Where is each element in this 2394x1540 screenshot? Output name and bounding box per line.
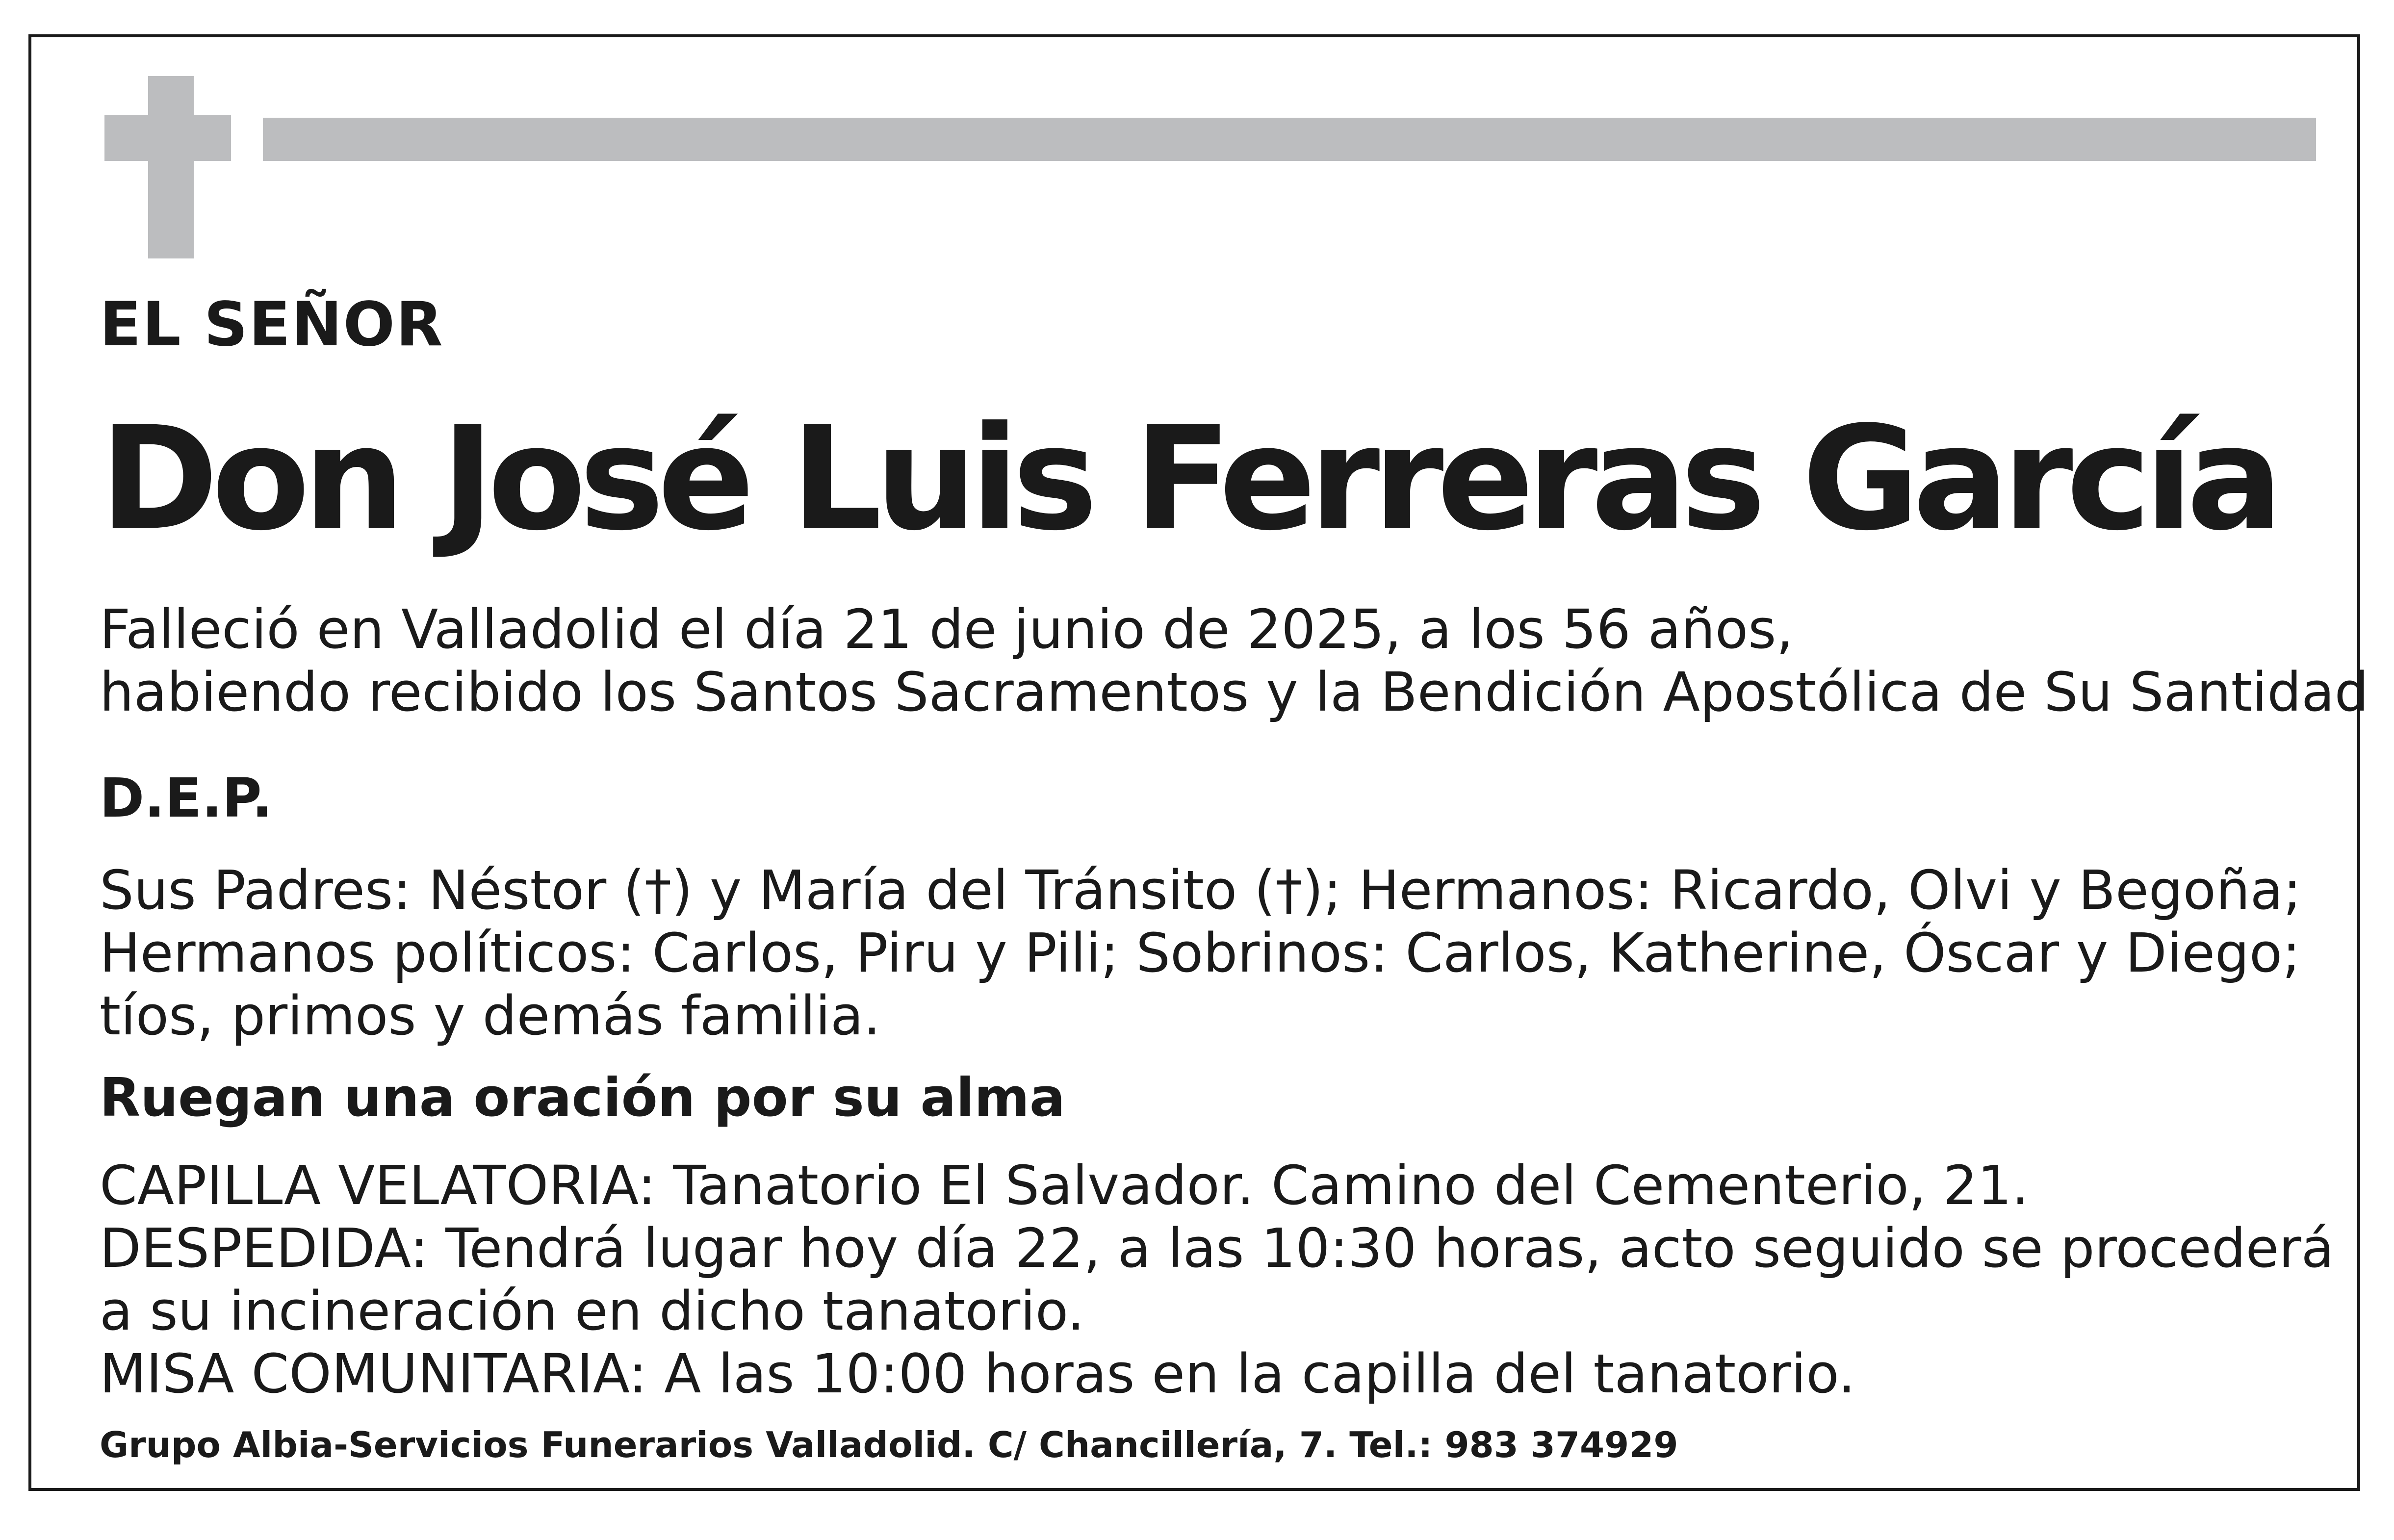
- cross-vertical-bar: [148, 76, 194, 258]
- family-line-2: Hermanos políticos: Carlos, Piru y Pili; Sobrinos: Carlos, Katherine, Óscar y Diego;: [100, 922, 2301, 984]
- arrangement-line-2: DESPEDIDA: Tendrá lugar hoy día 22, a las 10:30 horas, acto seguido se procederá: [100, 1217, 2334, 1280]
- prayer-request: Ruegan una oración por su alma: [100, 1067, 1065, 1129]
- arrangement-line-3: a su incineración en dicho tanatorio.: [100, 1280, 1085, 1342]
- arrangement-line-1: CAPILLA VELATORIA: Tanatorio El Salvador. Camino del Cementerio, 21.: [100, 1154, 2029, 1217]
- family-line-3: tíos, primos y demás familia.: [100, 984, 881, 1047]
- death-line-2: habiendo recibido los Santos Sacramentos y la Bendición Apostólica de Su Santidad: [100, 661, 2369, 723]
- arrangement-line-4: MISA COMUNITARIA: A las 10:00 horas en la capilla del tanatorio.: [100, 1342, 1855, 1405]
- funeral-home-footer: Grupo Albia-Servicios Funerarios Valladolid. C/ Chancillería, 7. Tel.: 983 374929: [100, 1424, 1678, 1465]
- deceased-name: Don José Luis Ferreras García: [100, 395, 2276, 562]
- header-rule: [263, 118, 2316, 161]
- title-prefix: EL SEÑOR: [100, 289, 444, 360]
- dep-label: D.E.P.: [100, 767, 273, 829]
- family-line-1: Sus Padres: Néstor (†) y María del Tránsito (†); Hermanos: Ricardo, Olvi y Begoña;: [100, 859, 2302, 922]
- death-line-1: Falleció en Valladolid el día 21 de junio de 2025, a los 56 años,: [100, 598, 1794, 661]
- cross-horizontal-bar: [104, 115, 231, 161]
